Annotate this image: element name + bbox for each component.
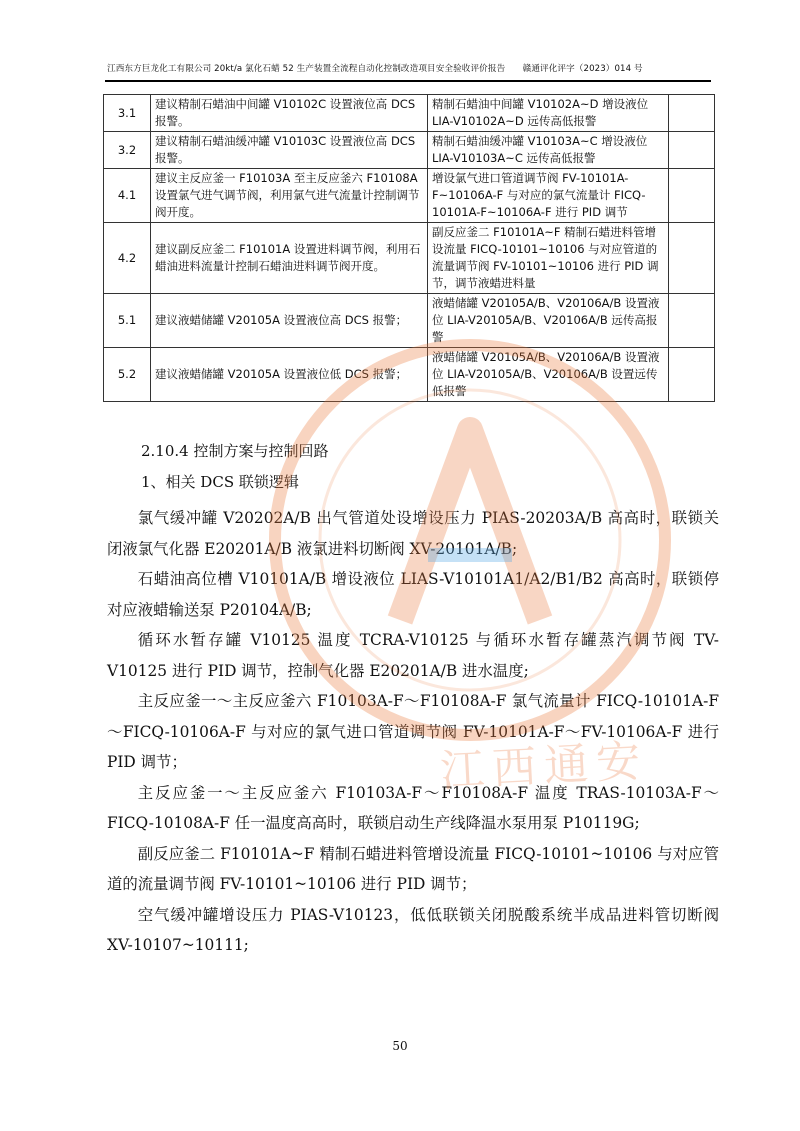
item-number-cell: 5.1 <box>104 294 151 348</box>
item-number-cell: 5.2 <box>104 348 151 402</box>
note-cell <box>669 348 715 402</box>
section-title: 2.10.4 控制方案与控制回路 <box>141 442 329 460</box>
table-row <box>104 132 715 169</box>
note-cell <box>669 223 715 294</box>
watermark-text: 江西通安 <box>439 735 650 798</box>
item-number-cell: 4.1 <box>104 169 151 223</box>
suggestion-cell: 建议副反应釜二 F10101A 设置进料调节阀，利用石蜡油进料流量计控制石蜡油进料调节阀开度。 <box>151 223 428 294</box>
table-row <box>104 348 715 402</box>
action-cell: 精制石蜡油缓冲罐 V10103A~C 增设液位 LIA-V10103A~C 远传高低报警 <box>428 132 669 169</box>
page-number: 50 <box>392 1039 408 1053</box>
action-cell: 副反应釜二 F10101A~F 精制石蜡进料管增设流量 FICQ-10101~10106 与对应管道的流量调节阀 FV-10101~10106 进行 PID 调节，调节液蜡进料量 <box>428 223 669 294</box>
paragraph: 主反应釜一～主反应釜六 F10103A-F～F10108A-F 氯气流量计 FICQ-10101A-F～FICQ-10106A-F 与对应的氯气进口管道调节阀 FV-10101A-F～FV-10106A-F 进行 PID 调节； <box>107 692 719 771</box>
suggestion-cell: 建议液蜡储罐 V20105A 设置液位低 DCS 报警； <box>151 348 428 402</box>
table-row <box>104 294 715 348</box>
suggestion-cell: 建议液蜡储罐 V20105A 设置液位高 DCS 报警； <box>151 294 428 348</box>
paragraph: 副反应釜二 F10101A~F 精制石蜡进料管增设流量 FICQ-10101~10106 与对应管道的流量调节阀 FV-10101~10106 进行 PID 调节； <box>107 844 719 893</box>
note-cell <box>669 169 715 223</box>
table-row <box>104 95 715 132</box>
note-cell <box>669 132 715 169</box>
note-cell <box>669 95 715 132</box>
rectification-table <box>103 94 715 402</box>
suggestion-cell: 建议精制石蜡油中间罐 V10102C 设置液位高 DCS 报警。 <box>151 95 428 132</box>
paragraph: 空气缓冲罐增设压力 PIAS-V10123，低低联锁关闭脱酸系统半成品进料管切断阀 XV-10107~10111; <box>107 905 719 954</box>
table-row <box>104 169 715 223</box>
page-header: 江西东方巨龙化工有限公司 20kt/a 氯化石蜡 52 生产装置全流程自动化控制改造项目安全验收评价报告 赣通评化评字（2023）014 号 <box>107 64 643 74</box>
action-cell: 液蜡储罐 V20105A/B、V20106A/B 设置液位 LIA-V20105A/B、V20106A/B 设置远传低报警 <box>428 348 669 402</box>
action-cell: 增设氯气进口管道调节阀 FV-10101A-F~10106A-F 与对应的氯气流量计 FICQ-10101A-F~10106A-F 进行 PID 调节 <box>428 169 669 223</box>
note-cell <box>669 294 715 348</box>
body-text <box>107 503 719 961</box>
action-cell: 精制石蜡油中间罐 V10102A~D 增设液位 LIA-V10102A~D 远传高低报警 <box>428 95 669 132</box>
suggestion-cell: 建议主反应釜一 F10103A 至主反应釜六 F10108A 设置氯气进气调节阀，利用氯气进气流量计控制调节阀开度。 <box>151 169 428 223</box>
paragraph: 循环水暂存罐 V10125 温度 TCRA-V10125 与循环水暂存罐蒸汽调节阀 TV-V10125 进行 PID 调节，控制气化器 E20201A/B 进水温度; <box>107 631 719 680</box>
paragraph: 氯气缓冲罐 V20202A/B 出气管道处设增设压力 PIAS-20203A/B 高高时，联锁关闭液氯气化器 E20201A/B 液氯进料切断阀 XV-20101A/B; <box>107 509 719 558</box>
suggestion-cell: 建议精制石蜡油缓冲罐 V10103C 设置液位高 DCS 报警。 <box>151 132 428 169</box>
action-cell: 液蜡储罐 V20105A/B、V20106A/B 设置液位 LIA-V20105A/B、V20106A/B 远传高报警 <box>428 294 669 348</box>
item-number-cell: 4.2 <box>104 223 151 294</box>
header-rule <box>105 80 711 82</box>
item-number-cell: 3.2 <box>104 132 151 169</box>
sub-title: 1、相关 DCS 联锁逻辑 <box>141 473 299 491</box>
item-number-cell: 3.1 <box>104 95 151 132</box>
table-row <box>104 223 715 294</box>
paragraph: 主反应釜一～主反应釜六 F10103A-F～F10108A-F 温度 TRAS-10103A-F～FICQ-10108A-F 任一温度高高时，联锁启动生产线降温水泵用泵 P10119G; <box>107 783 719 832</box>
paragraph: 石蜡油高位槽 V10101A/B 增设液位 LIAS-V10101A1/A2/B1/B2 高高时，联锁停对应液蜡输送泵 P20104A/B; <box>107 570 719 619</box>
